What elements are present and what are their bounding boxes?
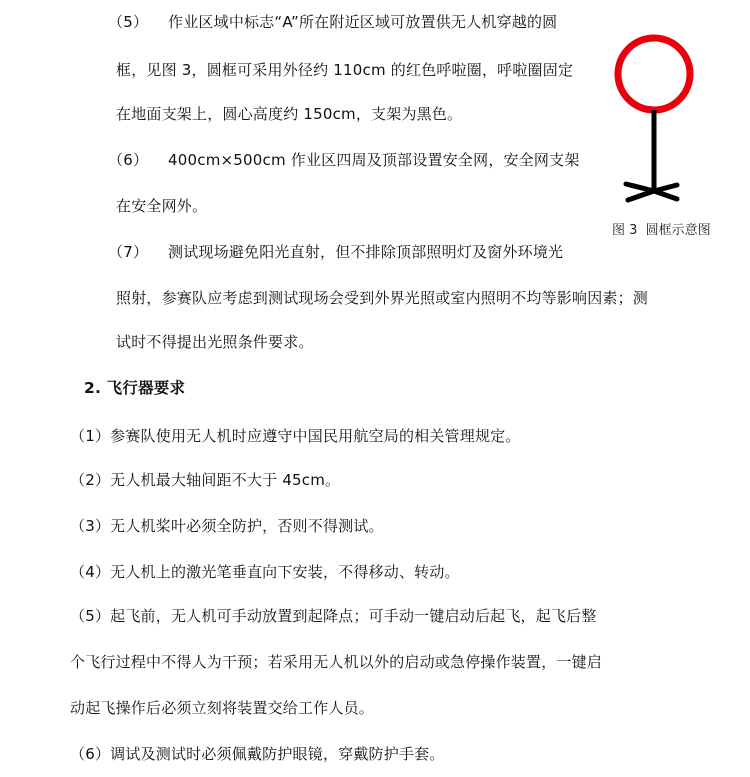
requirement-6: （6）调试及测试时必须佩戴防护眼镜，穿戴防护手套。 [70,745,445,763]
requirement-3: （3）无人机桨叶必须全防护，否则不得测试。 [70,517,384,535]
figure-caption: 图 3 圆框示意图 [612,223,711,238]
requirement-2: （2）无人机最大轴间距不大于 45cm。 [70,471,341,489]
paragraph-5-line-2: 框，见图 3，圆框可采用外径约 110cm 的红色呼啦圈，呼啦圈固定 [116,61,574,79]
requirement-5-line-2: 个飞行过程中不得人为干预；若采用无人机以外的启动或急停操作装置，一键启 [70,653,603,671]
paragraph-6-line-1: （6） 400cm×500cm 作业区四周及顶部设置安全网，安全网支架 [108,151,580,169]
requirement-5-line-3: 动起飞操作后必须立刻将装置交给工作人员。 [70,699,375,717]
paragraph-7-line-2: 照射，参赛队应考虑到测试现场会受到外界光照或室内照明不均等影响因素；测 [116,289,649,307]
requirement-4: （4）无人机上的激光笔垂直向下安装，不得移动、转动。 [70,563,460,581]
requirement-1: （1）参赛队使用无人机时应遵守中国民用航空局的相关管理规定。 [70,427,521,445]
stand-leg-front-right [654,191,677,199]
paragraph-7-line-3: 试时不得提出光照条件要求。 [116,333,314,351]
red-hoop-ring [618,38,690,110]
stand-leg-front-left [628,191,654,200]
paragraph-7-line-1: （7） 测试现场避免阳光直射，但不排除顶部照明灯及窗外环境光 [108,243,564,261]
paragraph-6-line-2: 在安全网外。 [116,197,208,215]
section-heading: 2. 飞行器要求 [84,379,186,397]
paragraph-5-line-3: 在地面支架上，圆心高度约 150cm，支架为黑色。 [116,105,463,123]
paragraph-5-line-1: （5） 作业区域中标志“A”所在附近区域可放置供无人机穿越的圆 [108,13,558,31]
requirement-5-line-1: （5）起飞前，无人机可手动放置到起降点；可手动一键启动后起飞，起飞后整 [70,607,597,625]
ring-frame-figure [600,26,710,206]
